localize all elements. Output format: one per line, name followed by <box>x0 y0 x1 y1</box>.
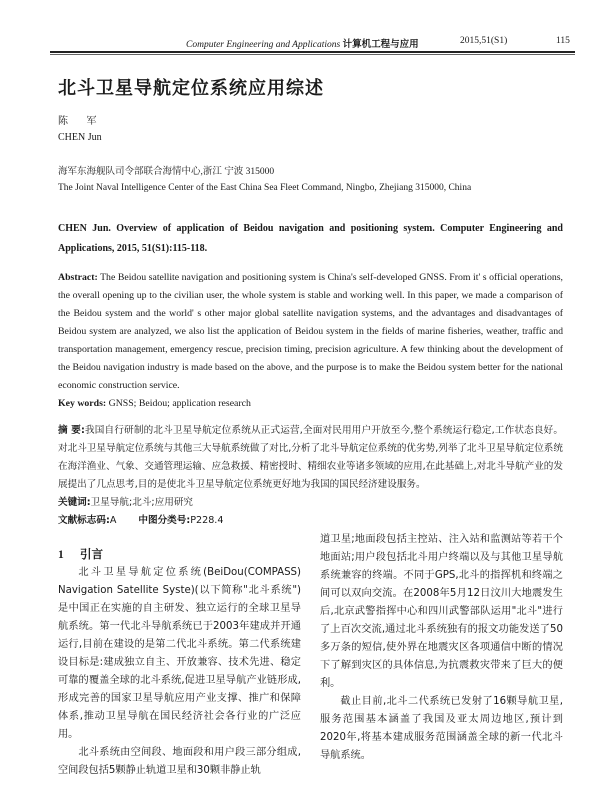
clc-value: P228.4 <box>190 515 224 526</box>
body-paragraph: 道卫星;地面段包括主控站、注入站和监测站等若干个地面站;用户段包括北斗用户终端以及与其他卫星导航系统兼容的终端。不同于GPS,北斗的指挥机和终端之间可以双向交流。在2008年5月12日汶川大地震发生后,北京武警指挥中心和四川武警部队运用"北斗"进行了上百次交流,通过北斗系统独有的报文功能发送了50多万条的短信,使外界在地震灾区各项通信中断的情况下了解到灾区的具体信息,为抗震救灾带来了巨大的便利。 <box>320 534 563 689</box>
abstract-cn-text: 我国自行研制的北斗卫星导航定位系统从正式运营,全面对民用用户开放至今,整个系统运行稳定,工作状态良好。对北斗卫星导航定位系统与其他三大导航系统做了对比,分析了北斗导航定位系统的优劣势,列举了北斗卫星导航定位系统在海洋渔业、气象、交通管理运输、应急救援、精密授时、精细农业等诸多领域的应用,在此基础上,对北斗导航产业的发展提出了几点思考,目的是使北斗卫星导航定位系统更好地为我国的国民经济建设服务。 <box>58 425 563 490</box>
journal-name <box>186 36 419 50</box>
keywords-en-text: GNSS; Beidou; application research <box>108 398 251 409</box>
header-rule-thin <box>50 54 575 55</box>
document-codes <box>58 513 563 529</box>
body-column-left <box>58 531 301 780</box>
doc-code-label: 文献标志码: <box>58 515 110 526</box>
affiliation-en: The Joint Naval Intelligence Center of the East China Sea Fleet Command, Ningbo, Zhejiang 315000, China <box>58 183 472 193</box>
affiliation-cn: 海军东海舰队司令部联合海情中心,浙江 宁波 315000 <box>58 167 275 177</box>
body-paragraph: 北斗系统由空间段、地面段和用户段三部分组成,空间段包括5颗静止轨道卫星和30颗非静止轨 <box>58 747 301 776</box>
clc-label: 中图分类号: <box>138 515 191 526</box>
body-columns <box>58 531 563 780</box>
keywords-en <box>58 396 563 412</box>
volume-issue: 2015,51(S1) <box>460 36 508 46</box>
keywords-cn-label: 关键词: <box>58 497 91 508</box>
keywords-cn <box>58 495 563 511</box>
body-column-right <box>320 531 563 780</box>
page-number: 115 <box>556 36 570 46</box>
doc-code-value: A <box>109 515 117 526</box>
abstract-cn-label: 摘 要: <box>58 425 85 436</box>
author-name-cn: 陈 军 <box>58 116 105 127</box>
paper-title: 北斗卫星导航定位系统应用综述 <box>58 78 324 99</box>
abstract-en <box>58 269 563 395</box>
abstract-en-label: Abstract: <box>58 272 98 283</box>
journal-name-cn: 计算机工程与应用 <box>342 40 419 50</box>
abstract-en-text: The Beidou satellite navigation and positioning system is China's self-developed GNSS. From it' s official operations, the overall opening up to the civilian user, the whole system is stable and working well. In this paper, we made a comparison of the Beidou system and the world' s other major global satellite navigation systems, and the advantages and disadvantages of Beidou system are analyzed, we also list the application of Beidou system in the fields of marine fisheries, weather, traffic and transportation management, emergency rescue, precision timing, precision agriculture. A few thinking about the development of the Beidou navigation industry is made based on the above, and the purpose is to make the Beidou system better for the national economic construction service. <box>58 272 563 391</box>
section-number: 1 <box>58 549 64 561</box>
journal-name-en: Computer Engineering and Applications <box>186 40 341 50</box>
body-paragraph: 北斗卫星导航定位系统(BeiDou(COMPASS) Navigation Satellite Syste)(以下简称"北斗系统")是中国正在实施的自主研发、独立运行的全球卫星导航系统。第一代北斗导航系统已于2003年建成并开通运行,目前在建设的是第二代北斗系统。第二代系统建设目标是:建成独立自主、开放兼容、技术先进、稳定可靠的覆盖全球的北斗系统,促进卫星导航产业链形成,形成完善的国家卫星导航应用产业支撑、推广和保障体系,推动卫星导航在国民经济社会各行业的广泛应用。 <box>58 567 301 740</box>
section-heading <box>58 545 301 564</box>
section-title: 引言 <box>80 547 103 561</box>
citation: CHEN Jun. Overview of application of Beidou navigation and positioning system. Computer Engineering and Applications, 2015, 51(S1):115-118. <box>58 223 563 254</box>
header-rule <box>50 51 575 53</box>
abstract-cn <box>58 422 563 494</box>
keywords-cn-text: 卫星导航;北斗;应用研究 <box>90 497 194 508</box>
running-header <box>50 33 575 49</box>
paper-content <box>50 77 563 780</box>
body-paragraph: 截止目前,北斗二代系统已发射了16颗导航卫星,服务范围基本涵盖了我国及亚太周边地区,预计到2020年,将基本建成服务范围涵盖全球的新一代北斗导航系统。 <box>320 696 563 761</box>
author-name-en: CHEN Jun <box>58 132 102 143</box>
keywords-en-label: Key words: <box>58 398 107 409</box>
